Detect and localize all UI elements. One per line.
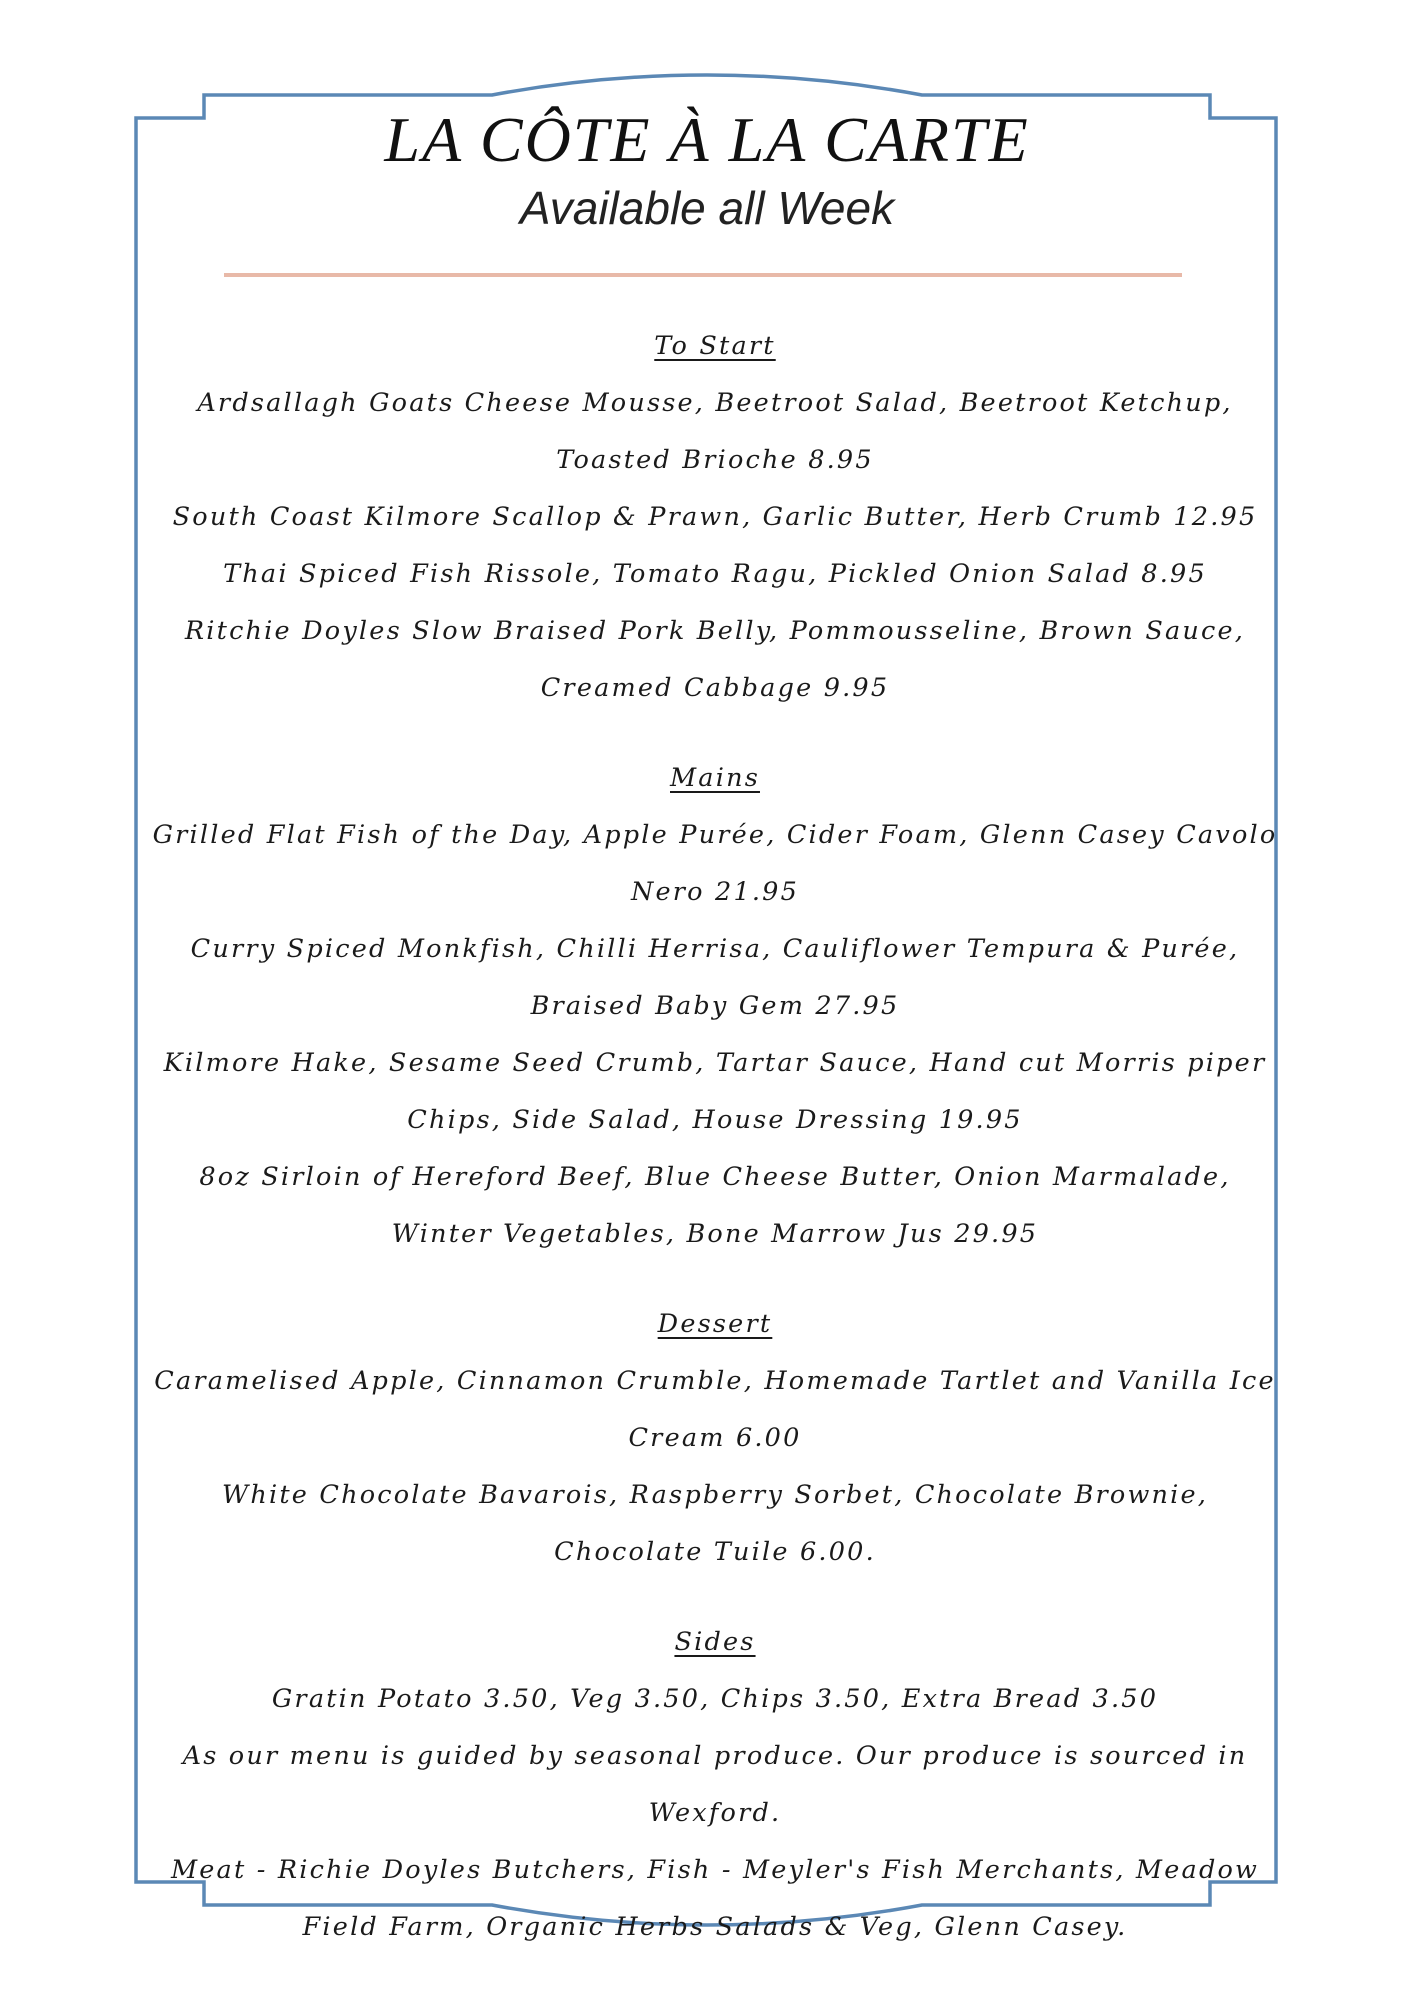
menu-item: 8oz Sirloin of Hereford Beef, Blue Cheese Butter, Onion Marmalade, Winter Vegetables, Bone Marrow Jus 29.95 — [199, 1162, 1231, 1249]
menu-item: Ritchie Doyles Slow Braised Pork Belly, Pommousseline, Brown Sauce, Creamed Cabbage 9.95 — [184, 616, 1246, 703]
suppliers-note: Meat - Richie Doyles Butchers, Fish - Meyler's Fish Merchants, Meadow Field Farm, Organic Herbs Salads & Veg, Glenn Casey. — [170, 1855, 1260, 1942]
section-title-dessert: Dessert — [657, 1309, 773, 1339]
menu-title: LA CÔTE À LA CARTE — [384, 104, 1030, 175]
menu-item: Kilmore Hake, Sesame Seed Crumb, Tartar Sauce, Hand cut Morris piper Chips, Side Salad, House Dressing 19.95 — [163, 1048, 1267, 1135]
menu-item: Grilled Flat Fish of the Day, Apple Purée, Cider Foam, Glenn Casey Cavolo Nero 21.95 — [152, 820, 1278, 907]
section-title-starters: To Start — [654, 331, 776, 361]
menu-item: Thai Spiced Fish Rissole, Tomato Ragu, Pickled Onion Salad 8.95 — [223, 559, 1207, 589]
section-title-mains: Mains — [670, 763, 760, 793]
menu-subtitle: Available all Week — [519, 182, 895, 234]
menu-item: Curry Spiced Monkfish, Chilli Herrisa, Cauliflower Tempura & Purée, Braised Baby Gem 27.95 — [190, 934, 1240, 1021]
menu-item: Ardsallagh Goats Cheese Mousse, Beetroot Salad, Beetroot Ketchup, Toasted Brioche 8.95 — [197, 388, 1233, 475]
menu-item: South Coast Kilmore Scallop & Prawn, Garlic Butter, Herb Crumb 12.95 — [172, 502, 1258, 532]
section-sides — [145, 1614, 1285, 1956]
sourcing-note: As our menu is guided by seasonal produce. Our produce is sourced in Wexford. — [182, 1741, 1248, 1828]
section-title-sides: Sides — [674, 1627, 756, 1657]
section-mains — [145, 750, 1285, 1263]
menu-item: White Chocolate Bavarois, Raspberry Sorbet, Chocolate Brownie, Chocolate Tuile 6.00. — [221, 1480, 1209, 1567]
menu-item: Gratin Potato 3.50, Veg 3.50, Chips 3.50, Extra Bread 3.50 — [271, 1684, 1159, 1714]
divider-rule — [224, 273, 1182, 277]
menu-body — [145, 318, 1285, 1956]
section-starters — [145, 318, 1285, 717]
section-dessert — [145, 1296, 1285, 1581]
menu-item: Caramelised Apple, Cinnamon Crumble, Homemade Tartlet and Vanilla Ice Cream 6.00 — [154, 1366, 1276, 1453]
